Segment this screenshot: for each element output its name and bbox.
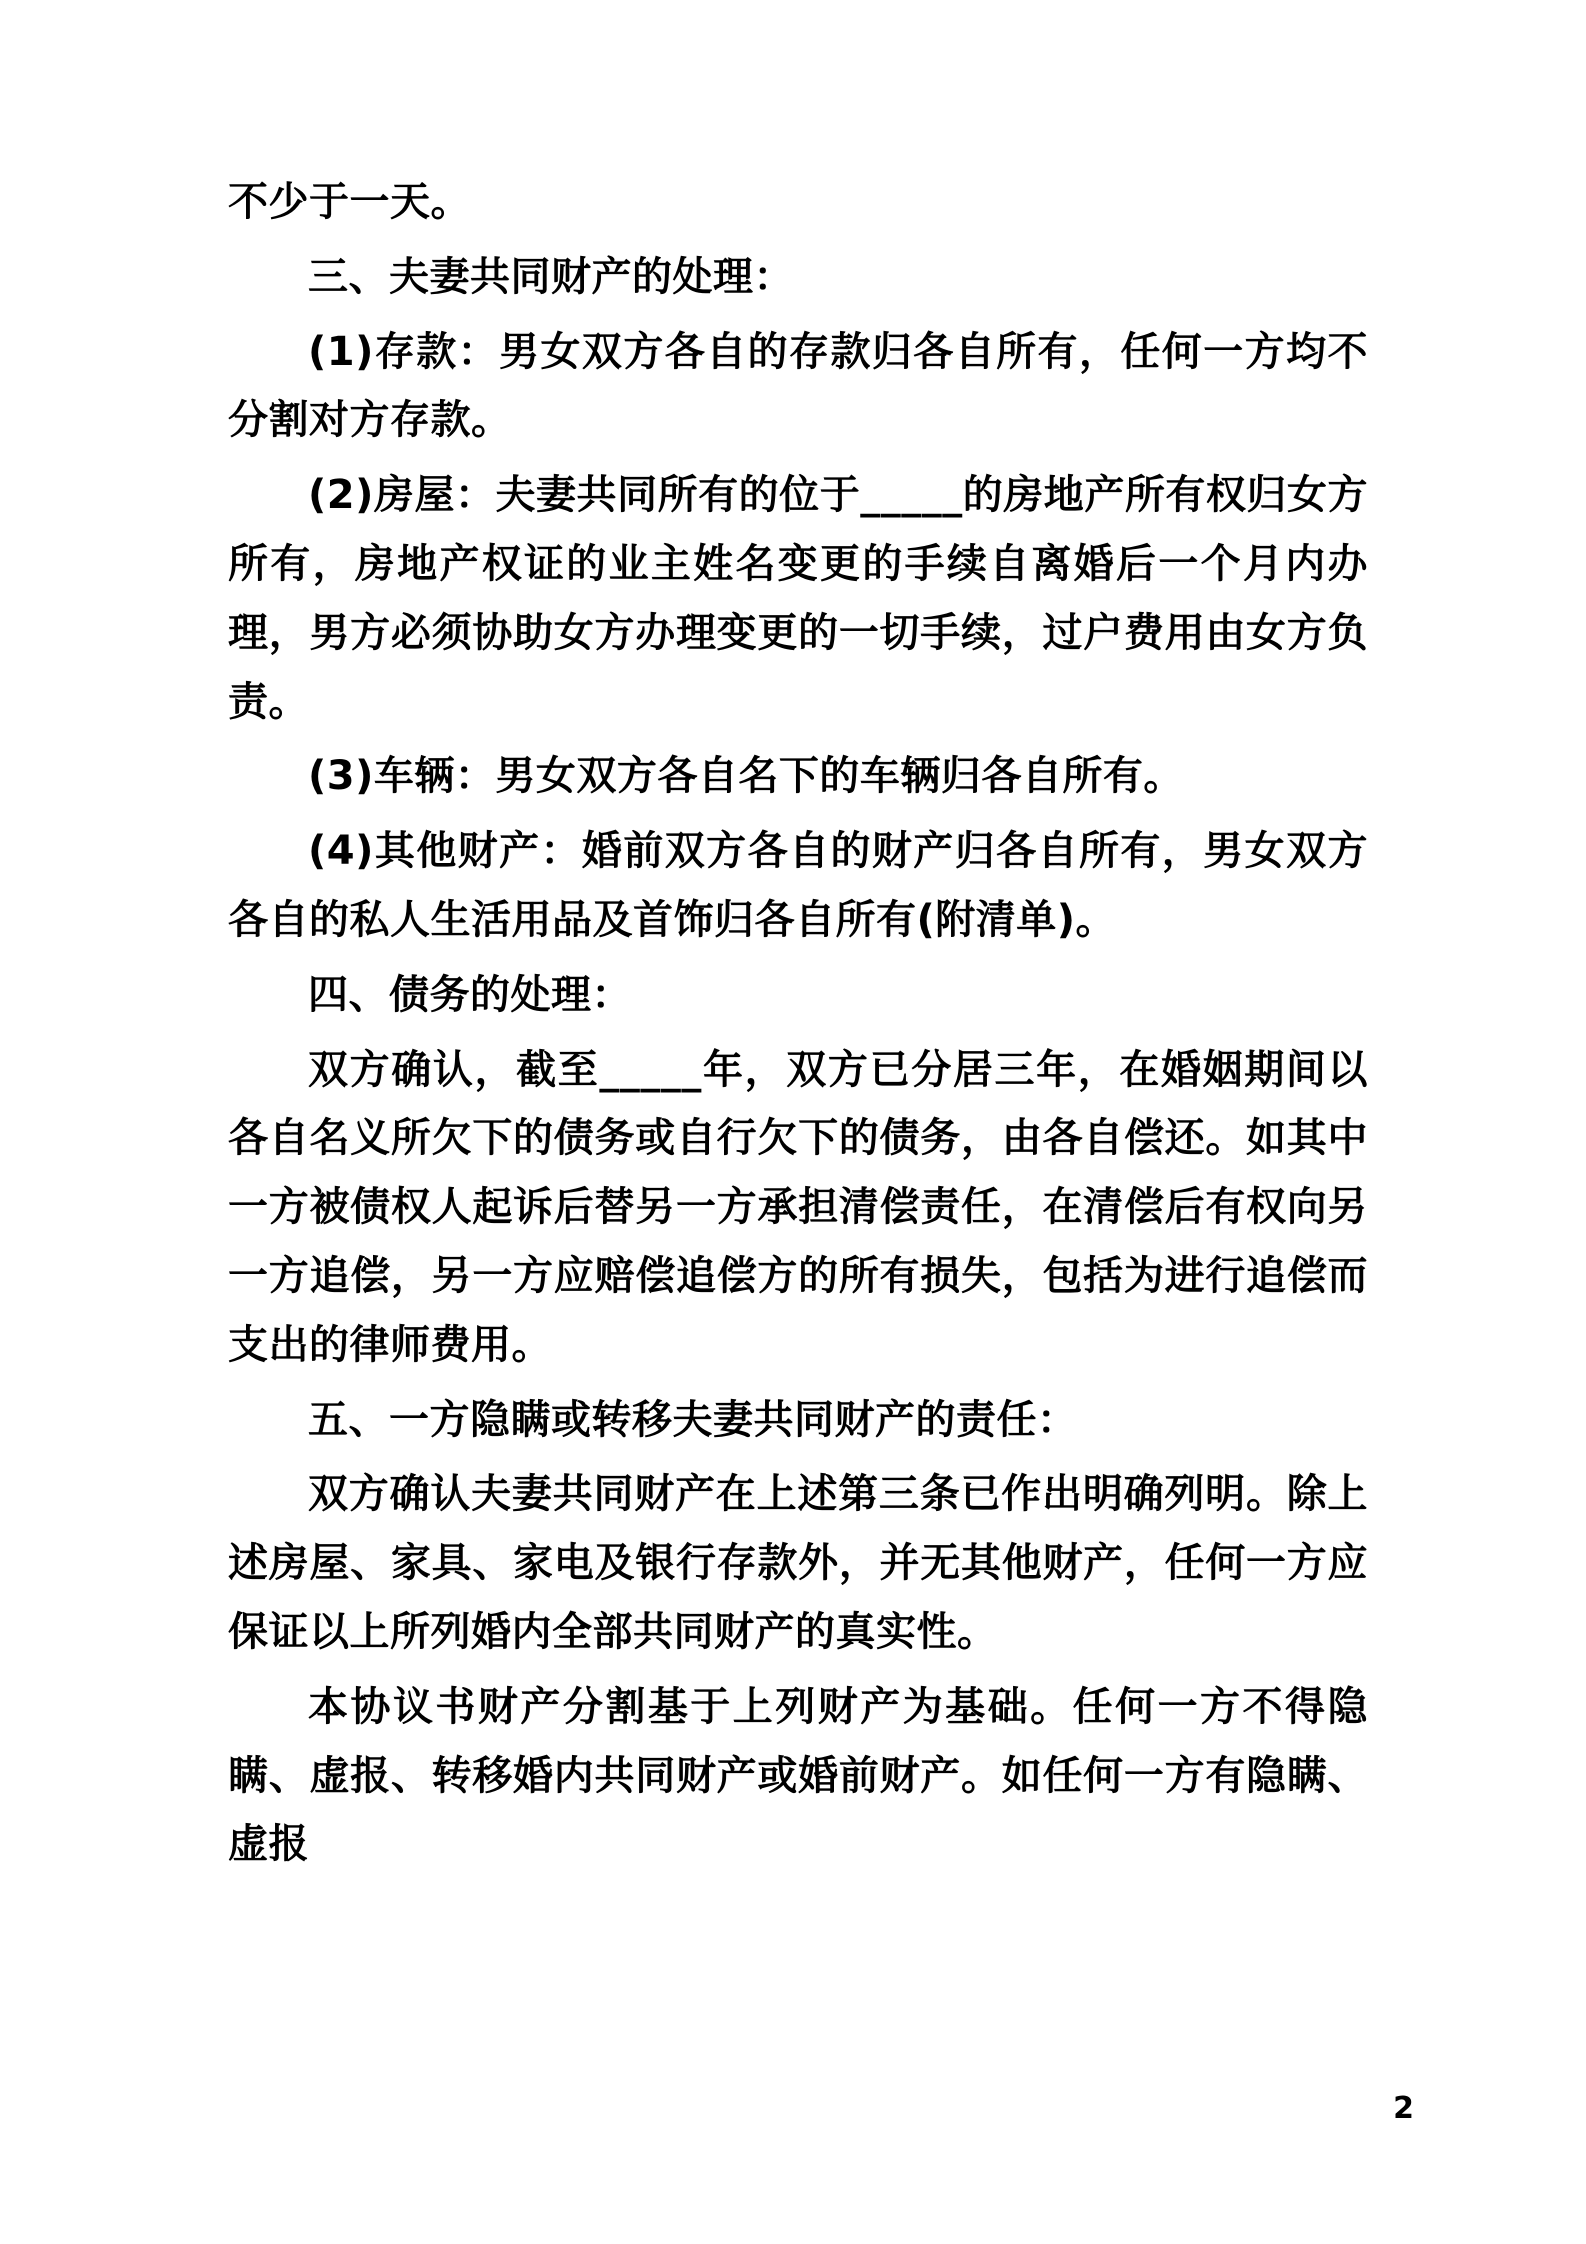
- paragraph: (1)存款：男女双方各自的存款归各自所有，任何一方均不分割对方存款。: [228, 328, 1368, 444]
- paragraph: 双方确认，截至_____年，双方已分居三年，在婚姻期间以各自名义所欠下的债务或自行欠下的债务，由各自偿还。如其中一方被债权人起诉后替另一方承担清偿责任，在清偿后有权向另一方追偿，另一方应赔偿追偿方的所有损失，包括为进行追偿而支出的律师费用。: [228, 1046, 1368, 1368]
- paragraph: (3)车辆：男女双方各自名下的车辆归各自所有。: [308, 753, 1184, 800]
- paragraph: (2)房屋：夫妻共同所有的位于_____的房地产所有权归女方所有，房地产权证的业主姓名变更的手续自离婚后一个月内办理，男方必须协助女方办理变更的一切手续，过户费用由女方负责。: [228, 472, 1368, 725]
- document-body: [228, 168, 1368, 1885]
- paragraph-heading-four: 四、债务的处理：: [308, 971, 632, 1018]
- paragraph: 不少于一天。: [228, 179, 471, 225]
- paragraph-heading-five: 五、一方隐瞒或转移夫妻共同财产的责任：: [308, 1396, 1078, 1443]
- page-number: 2: [1393, 2091, 1414, 2126]
- paragraph: 双方确认夫妻共同财产在上述第三条已作出明确列明。除上述房屋、家具、家电及银行存款外，并无其他财产，任何一方应保证以上所列婚内全部共同财产的真实性。: [228, 1471, 1368, 1655]
- paragraph: (4)其他财产：婚前双方各自的财产归各自所有，男女双方各自的私人生活用品及首饰归各自所有(附清单)。: [228, 828, 1368, 943]
- paragraph-heading-three: 三、夫妻共同财产的处理：: [308, 253, 794, 300]
- paragraph: 本协议书财产分割基于上列财产为基础。任何一方不得隐瞒、虚报、转移婚内共同财产或婚前财产。如任何一方有隐瞒、虚报: [228, 1683, 1368, 1868]
